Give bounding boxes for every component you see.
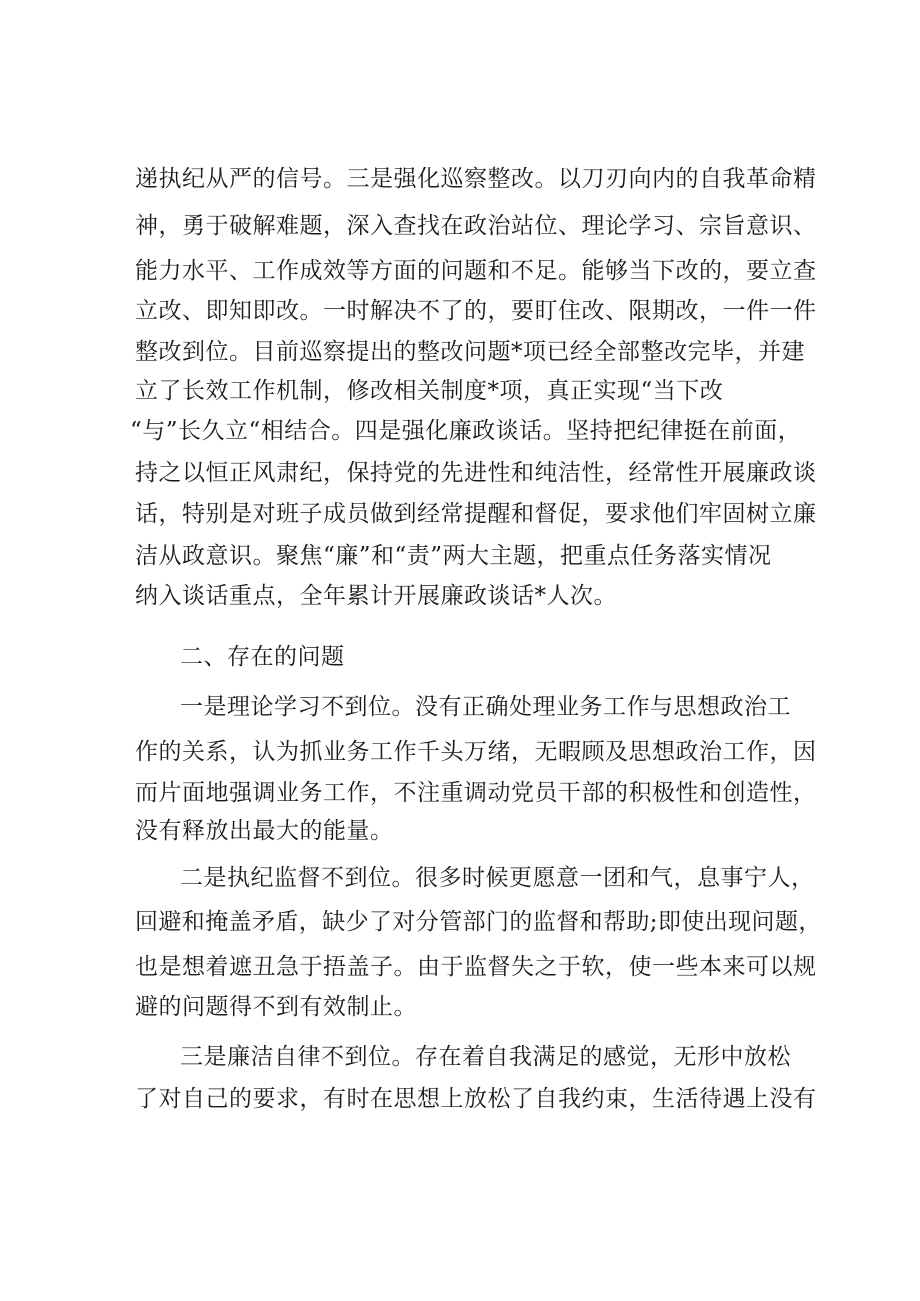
text-line: 也是想着遮丑急于捂盖子。由于监督失之于软，使一些本来可以规 — [135, 954, 817, 980]
text-line: 纳入谈话重点，全年累计开展廉政谈话*人次。 — [135, 583, 617, 609]
text-line: 话，特别是对班子成员做到经常提醒和督促，要求他们牢固树立廉 — [135, 501, 817, 527]
text-line: 二是执纪监督不到位。很多时候更愿意一团和气，息事宁人， — [180, 865, 815, 891]
text-line: 而片面地强调业务工作，不注重调动党员干部的积极性和创造性， — [135, 780, 817, 806]
text-line: “与”长久立“相结合。四是强化廉政谈话。坚持把纪律挺在前面， — [130, 418, 802, 444]
text-line: 神，勇于破解难题，深入查找在政治站位、理论学习、宗旨意识、 — [135, 213, 817, 239]
text-line: 能力水平、工作成效等方面的问题和不足。能够当下改的，要立查 — [135, 258, 817, 284]
text-line: 立了长效工作机制，修改相关制度*项，真正实现“当下改 — [135, 378, 724, 404]
text-line: 三是廉洁自律不到位。存在着自我满足的感觉，无形中放松 — [180, 1044, 791, 1070]
text-line: 回避和掩盖矛盾，缺少了对分管部门的监督和帮助;即使出现问题， — [135, 909, 822, 935]
text-line: 洁从政意识。聚焦“廉”和“责”两大主题，把重点任务落实情况 — [135, 543, 772, 569]
text-line: 整改到位。目前巡察提出的整改问题*项已经全部整改完毕，并建 — [135, 339, 805, 365]
section-heading: 二、存在的问题 — [180, 644, 345, 670]
text-line: 避的问题得不到有效制止。 — [135, 994, 417, 1020]
text-line: 一是理论学习不到位。没有正确处理业务工作与思想政治工 — [180, 694, 791, 720]
text-line: 作的关系，认为抓业务工作千头万绪，无暇顾及思想政治工作，因 — [135, 739, 817, 765]
text-line: 持之以恒正风肃纪，保持党的先进性和纯洁性，经常性开展廉政谈 — [135, 460, 817, 486]
text-line: 了对自己的要求，有时在思想上放松了自我约束，生活待遇上没有 — [135, 1086, 817, 1112]
text-line: 递执纪从严的信号。三是强化巡察整改。以刀刃向内的自我革命精 — [135, 166, 817, 192]
text-line: 立改、即知即改。一时解决不了的，要盯住改、限期改，一件一件 — [135, 298, 817, 324]
text-line: 没有释放出最大的能量。 — [135, 818, 394, 844]
